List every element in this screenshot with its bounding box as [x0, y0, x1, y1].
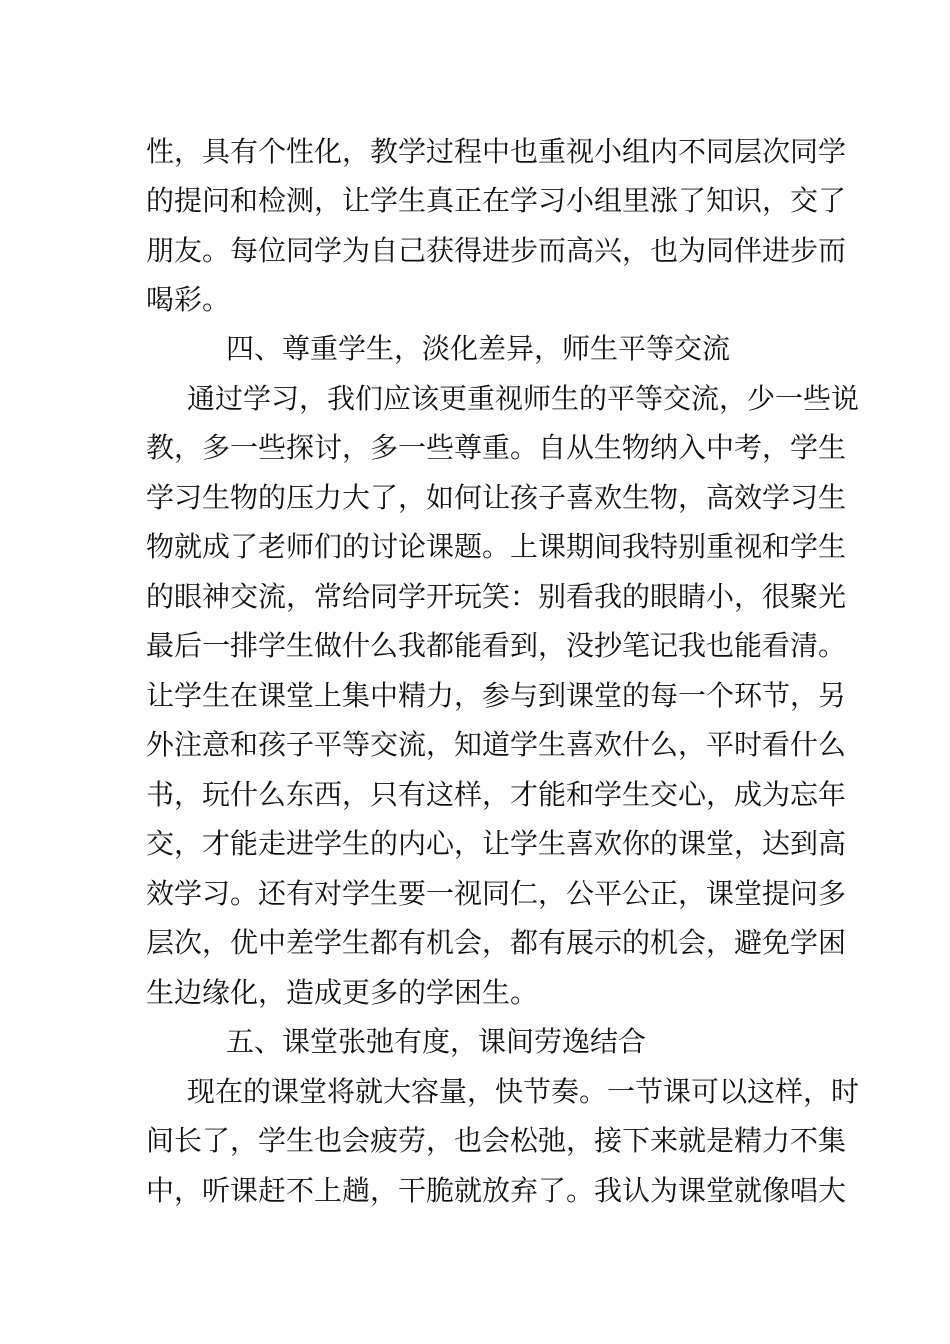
text-line: 朋友。每位同学为自己获得进步而高兴，也为同伴进步而 — [146, 234, 847, 267]
text-line: 通过学习，我们应该更重视师生的平等交流，少一些说 — [187, 382, 860, 415]
text-line: 书，玩什么东西，只有这样，才能和学生交心，成为忘年 — [146, 778, 847, 811]
text-line: 的眼神交流，常给同学开玩笑：别看我的眼睛小，很聚光 — [146, 580, 847, 613]
text-line: 现在的课堂将就大容量，快节奏。一节课可以这样，时 — [187, 1075, 860, 1108]
section-heading-4: 四、尊重学生，淡化差异，师生平等交流 — [226, 332, 731, 365]
text-line: 让学生在课堂上集中精力，参与到课堂的每一个环节，另 — [146, 679, 847, 712]
text-line: 中，听课赶不上趟，干脆就放弃了。我认为课堂就像唱大 — [146, 1174, 847, 1207]
text-line: 物就成了老师们的讨论课题。上课期间我特别重视和学生 — [146, 530, 847, 563]
text-line: 学习生物的压力大了，如何让孩子喜欢生物，高效学习生 — [146, 481, 847, 514]
text-line: 交，才能走进学生的内心，让学生喜欢你的课堂，达到高 — [146, 827, 847, 860]
text-line: 外注意和孩子平等交流，知道学生喜欢什么，平时看什么 — [146, 728, 847, 761]
text-line: 性，具有个性化，教学过程中也重视小组内不同层次同学 — [146, 135, 847, 168]
section-heading-5: 五、课堂张弛有度，课间劳逸结合 — [226, 1025, 647, 1058]
text-line: 教，多一些探讨，多一些尊重。自从生物纳入中考，学生 — [146, 431, 847, 464]
text-line: 的提问和检测，让学生真正在学习小组里涨了知识，交了 — [146, 184, 847, 217]
text-line: 生边缘化，造成更多的学困生。 — [146, 976, 539, 1009]
text-line: 层次，优中差学生都有机会，都有展示的机会，避免学困 — [146, 926, 847, 959]
text-line: 间长了，学生也会疲劳，也会松弛，接下来就是精力不集 — [146, 1124, 847, 1157]
text-line: 效学习。还有对学生要一视同仁，公平公正，课堂提问多 — [146, 877, 847, 910]
text-line: 最后一排学生做什么我都能看到，没抄笔记我也能看清。 — [146, 629, 847, 662]
text-line: 喝彩。 — [146, 283, 231, 316]
